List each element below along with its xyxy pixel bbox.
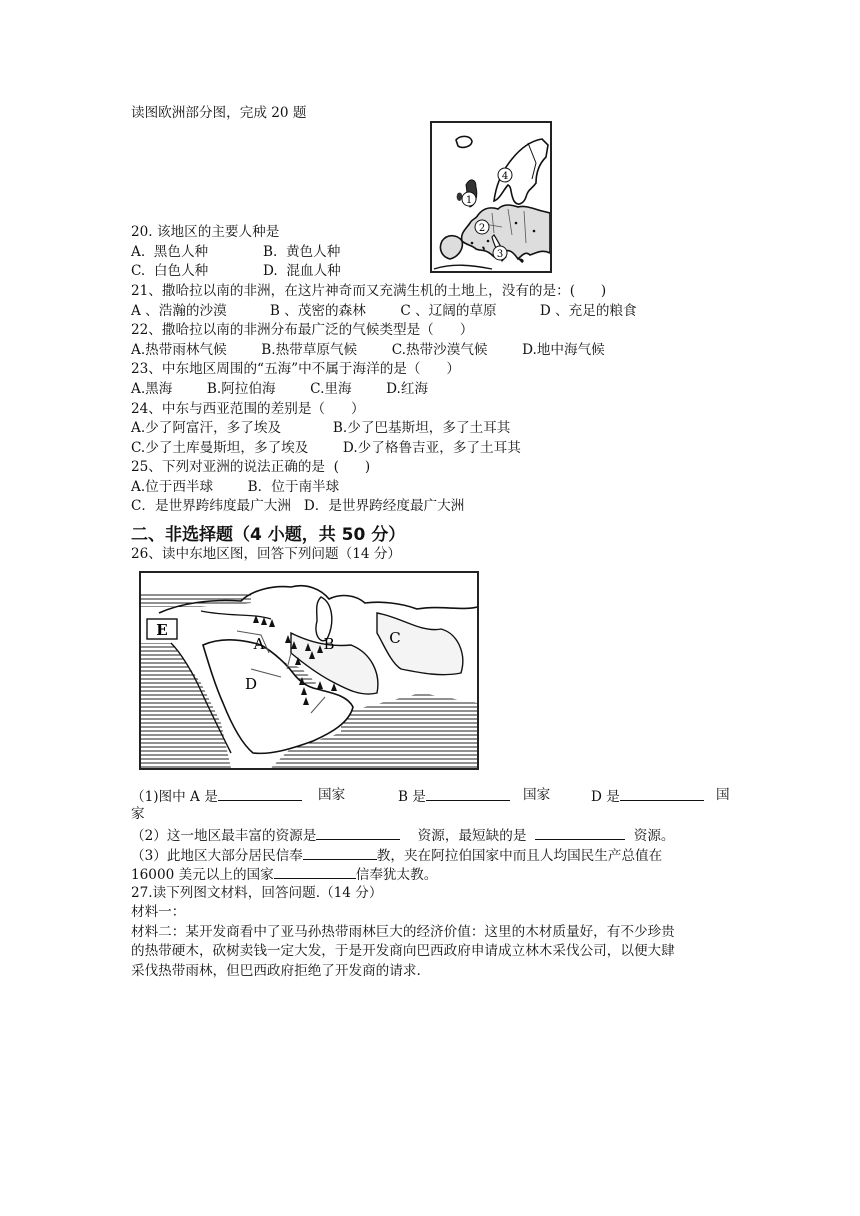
map-label-b: B — [323, 635, 335, 653]
q27-stem: 27.读下列图文材料，回答问题.（14 分） — [131, 885, 383, 901]
q23-stem: 23、中东地区周围的“五海”中不属于海洋的是（ ） — [131, 361, 460, 377]
map-label-d: D — [244, 675, 258, 693]
map-label-a: A — [253, 635, 265, 653]
q24-options-cd: C.少了土库曼斯坦，多了埃及 D.少了格鲁吉亚，多了土耳其 — [131, 440, 521, 456]
answer-blank-scarcest[interactable] — [535, 825, 625, 840]
q25-stem: 25、下列对亚洲的说法正确的是 ( ) — [131, 459, 371, 475]
q26-line-1: （1)图中 A 是 — [131, 786, 302, 806]
svg-text:3: 3 — [496, 249, 504, 260]
answer-blank-b[interactable] — [426, 786, 510, 801]
q26-line-1-country-b: 国家 — [523, 787, 551, 803]
answer-blank-a[interactable] — [218, 786, 302, 801]
q22-options: A.热带雨林气候 B.热带草原气候 C.热带沙漠气候 D.地中海气候 — [131, 342, 605, 358]
answer-blank-religion[interactable] — [303, 845, 377, 860]
q25-options-ab: A.位于西半球 B．位于南半球 — [131, 479, 340, 495]
q24-stem: 24、中东与西亚范围的差别是（ ） — [131, 401, 365, 417]
q21-stem: 21、撒哈拉以南的非洲，在这片神奇而又充满生机的土地上，没有的是：( ) — [131, 283, 607, 299]
middle-east-map — [139, 571, 479, 770]
middle-east-map-graphic — [141, 573, 477, 768]
svg-text:4: 4 — [501, 171, 509, 182]
map-label-c: C — [389, 629, 401, 647]
q20-option-c: C. 白色人种 — [131, 263, 209, 279]
europe-marker-3 — [493, 246, 507, 260]
q23-options: A.黑海 B.阿拉伯海 C.里海 D.红海 — [131, 381, 429, 397]
q26-line-3: （3）此地区大部分居民信奉 教，夹在阿拉伯国家中而且人均国民生产总值在 — [131, 845, 662, 865]
q27-material-2-line-1: 材料二：某开发商看中了亚马孙热带雨林巨大的经济价值：这里的木材质量好，有不少珍贵 — [131, 924, 675, 940]
q26-line-1-wrap: 家 — [131, 806, 145, 822]
q26-line-1-d: D 是 — [591, 786, 704, 806]
answer-blank-richest[interactable] — [316, 825, 400, 840]
svg-text:1: 1 — [465, 195, 473, 206]
q24-options-ab: A.少了阿富汗，多了埃及 B.少了巴基斯坦，多了土耳其 — [131, 420, 511, 436]
europe-marker-2 — [475, 220, 489, 234]
q20-option-a: A. 黑色人种 — [131, 244, 209, 260]
q20-stem: 20. 该地区的主要人种是 — [131, 224, 280, 240]
europe-marker-4 — [498, 168, 512, 182]
q27-material-2-line-2: 的热带硬木，砍树卖钱一定大发，于是开发商向巴西政府申请成立林木采伐公司，以便大肆 — [131, 943, 675, 959]
europe-map — [430, 121, 552, 273]
q26-line-1-country-d: 国 — [716, 787, 730, 803]
section-2-heading: 二、非选择题（4 小题，共 50 分） — [131, 525, 406, 545]
q26-line-4: 16000 美元以上的国家 信奉犹太教。 — [131, 864, 437, 884]
q27-material-2-line-3: 采伐热带雨林，但巴西政府拒绝了开发商的请求. — [131, 963, 421, 979]
q20-intro: 读图欧洲部分图，完成 20 题 — [131, 105, 307, 121]
q27-material-1: 材料一： — [131, 904, 186, 920]
map-label-e: E — [156, 621, 168, 639]
q25-options-cd: C．是世界跨纬度最广大洲 D．是世界跨经度最广大洲 — [131, 498, 465, 514]
answer-blank-d[interactable] — [620, 786, 704, 801]
q21-options: A 、浩瀚的沙漠 B 、茂密的森林 C 、辽阔的草原 D 、充足的粮食 — [131, 303, 637, 319]
svg-text:2: 2 — [478, 223, 486, 234]
q26-line-2: （2）这一地区最丰富的资源是 资源，最短缺的是 资源。 — [131, 825, 675, 845]
q22-stem: 22、撒哈拉以南的非洲分布最广泛的气候类型是（ ） — [131, 322, 474, 338]
europe-map-graphic — [432, 123, 550, 271]
q20-option-b: B. 黄色人种 — [263, 244, 341, 260]
q20-option-d: D. 混血人种 — [263, 263, 341, 279]
q26-line-1-country-a: 国家 — [318, 787, 346, 803]
answer-blank-country[interactable] — [274, 864, 356, 879]
q26-line-1-b: B 是 — [398, 786, 510, 806]
europe-marker-1 — [462, 192, 476, 206]
q26-stem: 26、读中东地区图，回答下列问题（14 分） — [131, 546, 402, 562]
